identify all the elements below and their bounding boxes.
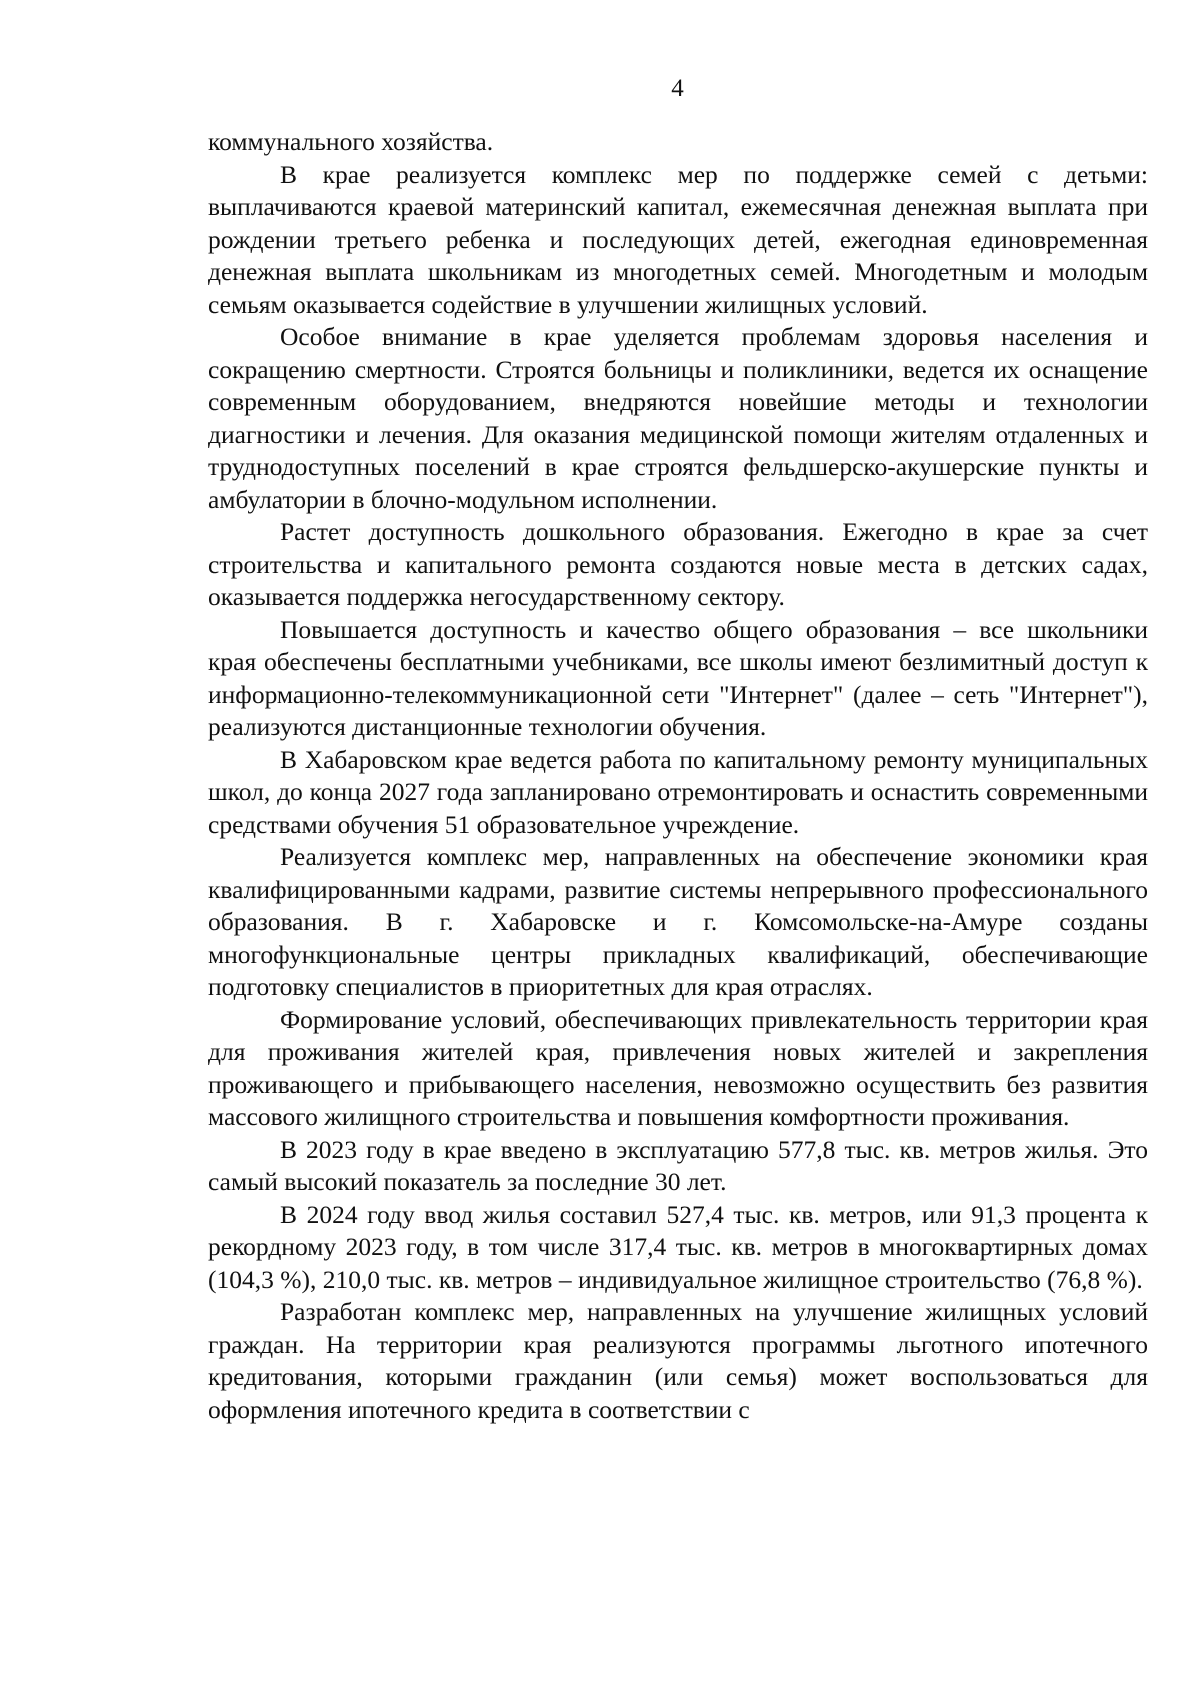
- paragraph-healthcare: Особое внимание в крае уделяется проблемам здоровья населения и сокращению смертности. Строятся больницы и поликлиники, ведется их оснащение современным оборудованием, внедряются новейшие методы и технологии диагностики и лечения. Для оказания медицинской помощи жителям отдаленных и труднодоступных поселений в крае строятся фельдшерско-акушерские пункты и амбулатории в блочно-модульном исполнении.: [208, 322, 1148, 514]
- paragraph-general-education: Повышается доступность и качество общего образования – все школьники края обеспечены бесплатными учебниками, все школы имеют безлимитный доступ к информационно-телекоммуникационной сети "Интернет" (далее – сеть "Интернет"), реализуются дистанционные технологии обучения.: [208, 614, 1148, 741]
- paragraph-housing-conditions: Формирование условий, обеспечивающих привлекательность территории края для проживания жителей края, привлечения новых жителей и закрепления проживающего и прибывающего населения, невозможно осуществить без развития массового жилищного строительства и повышения комфортности проживания.: [208, 1004, 1148, 1131]
- paragraph-mortgage: Разработан комплекс мер, направленных на улучшение жилищных условий граждан. На территории края реализуются программы льготного ипотечного кредитования, которыми гражданин (или семья) может воспользоваться для оформления ипотечного кредита в соответствии с: [208, 1297, 1148, 1424]
- paragraph-family-support: В крае реализуется комплекс мер по поддержке семей с детьми: выплачиваются краевой материнский капитал, ежемесячная денежная выплата при рождении третьего ребенка и последующих детей, ежегодная единовременная денежная выплата школьникам из многодетных семей. Многодетным и молодым семьям оказывается содействие в улучшении жилищных условий.: [208, 159, 1148, 319]
- paragraph-professional-education: Реализуется комплекс мер, направленных на обеспечение экономики края квалифицированными кадрами, развитие системы непрерывного профессионального образования. В г. Хабаровске и г. Комсомольске-на-Амуре созданы многофункциональные центры прикладных квалификаций, обеспечивающие подготовку специалистов в приоритетных для края отраслях.: [208, 842, 1148, 1001]
- page-number: 4: [671, 75, 684, 102]
- paragraph-housing-2023: В 2023 году в крае введено в эксплуатацию 577,8 тыс. кв. метров жилья. Это самый высокий показатель за последние 30 лет.: [208, 1134, 1148, 1196]
- paragraph-preschool-education: Растет доступность дошкольного образования. Ежегодно в крае за счет строительства и капитального ремонта создаются новые места в детских садах, оказывается поддержка негосударственному сектору.: [208, 517, 1148, 611]
- paragraph-school-repair: В Хабаровском крае ведется работа по капитальному ремонту муниципальных школ, до конца 2027 года запланировано отремонтировать и оснастить современными средствами обучения 51 образовательное учреждение.: [208, 744, 1148, 839]
- paragraph-continuation: коммунального хозяйства.: [208, 127, 494, 156]
- paragraph-housing-2024: В 2024 году ввод жилья составил 527,4 тыс. кв. метров, или 91,3 процента к рекордному 2023 году, в том числе 317,4 тыс. кв. метров в многоквартирных домах (104,3 %), 210,0 тыс. кв. метров – индивидуальное жилищное строительство (76,8 %).: [208, 1199, 1148, 1294]
- document-body: [208, 126, 1148, 1426]
